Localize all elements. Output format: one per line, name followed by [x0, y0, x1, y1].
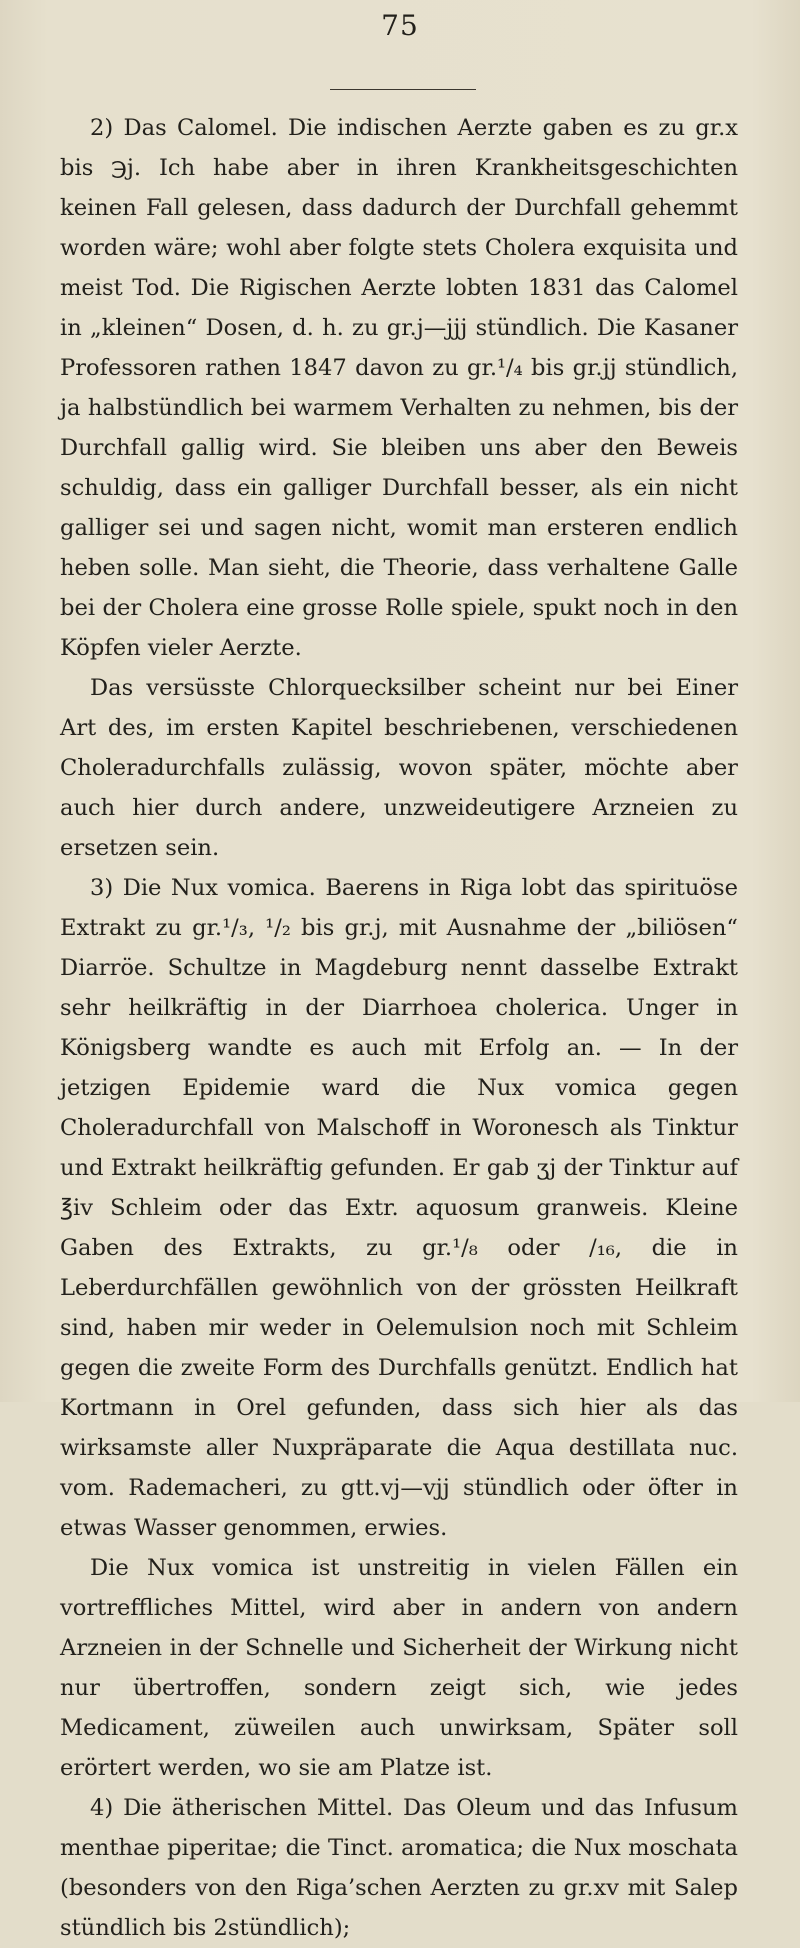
paragraph-chlorquecksilber: Das versüsste Chlorquecksilber scheint nur bei Einer Art des, im ersten Kapitel beschriebenen, verschiedenen Choleradurchfalls zulässig, wovon später, möchte aber auch hier durch andere, unzweideutigere Arzneien zu ersetzen sein.: [60, 675, 738, 861]
paragraph-calomel: 2) Das Calomel. Die indischen Aerzte gaben es zu gr.x bis ℈j. Ich habe aber in ihren Krankheitsgeschichten keinen Fall gelesen, dass dadurch der Durchfall gehemmt worden wäre; wohl aber folgte stets Cholera exquisita und meist Tod. Die Rigischen Aerzte lobten 1831 das Calomel in „kleinen“ Dosen, d. h. zu gr.j—jjj stündlich. Die Kasaner Professoren rathen 1847 davon zu gr.¹/₄ bis gr.jj stündlich, ja halbstündlich bei warmem Verhalten zu nehmen, bis der Durchfall gallig wird. Sie bleiben uns aber den Beweis schuldig, dass ein galliger Durchfall besser, als ein nicht galliger sei und sagen nicht, womit man ersteren endlich heben solle. Man sieht, die Theorie, dass verhaltene Galle bei der Cholera eine grosse Rolle spiele, spukt noch in den Köpfen vieler Aerzte.: [60, 115, 738, 661]
paragraph-aetherische-mittel: 4) Die ätherischen Mittel. Das Oleum und das Infusum menthae piperitae; die Tinct. aromatica; die Nux moschata (besonders von den Riga’schen Aerzten zu gr.xv mit Salep stündlich bis 2stündlich);: [60, 1795, 738, 1941]
header-rule: [330, 89, 476, 90]
paragraph-nux-vomica-assessment: Die Nux vomica ist unstreitig in vielen Fällen ein vortreffliches Mittel, wird aber in andern von andern Arzneien in der Schnelle und Sicherheit der Wirkung nicht nur übertroffen, sondern zeigt sich, wie jedes Medicament, züweilen auch unwirksam, Später soll erörtert werden, wo sie am Platze ist.: [60, 1555, 738, 1781]
paragraph-nux-vomica: 3) Die Nux vomica. Baerens in Riga lobt das spirituöse Extrakt zu gr.¹/₃, ¹/₂ bis gr.j, mit Ausnahme der „biliösen“ Diarröe. Schultze in Magdeburg nennt dasselbe Extrakt sehr heilkräftig in der Diarrhoea cholerica. Unger in Königsberg wandte es auch mit Erfolg an. — In der jetzigen Epidemie ward die Nux vomica gegen Choleradurchfall von Malschoff in Woronesch als Tinktur und Extrakt heilkräftig gefunden. Er gab ʒj der Tinktur auf ℥iv Schleim oder das Extr. aquosum granweis. Kleine Gaben des Extrakts, zu gr.¹/₈ oder /₁₆, die in Leberdurchfällen gewöhnlich von der grössten Heilkraft sind, haben mir weder in Oelemulsion noch mit Schleim gegen die zweite Form des Durchfalls genützt. Endlich hat Kortmann in Orel gefunden, dass sich hier als das wirksamste aller Nuxpräparate die Aqua destillata nuc. vom. Rademacheri, zu gtt.vj—vjj stündlich oder öfter in etwas Wasser genommen, erwies.: [60, 875, 738, 1541]
body-text: [60, 108, 738, 1948]
page-number: 75: [381, 9, 419, 42]
